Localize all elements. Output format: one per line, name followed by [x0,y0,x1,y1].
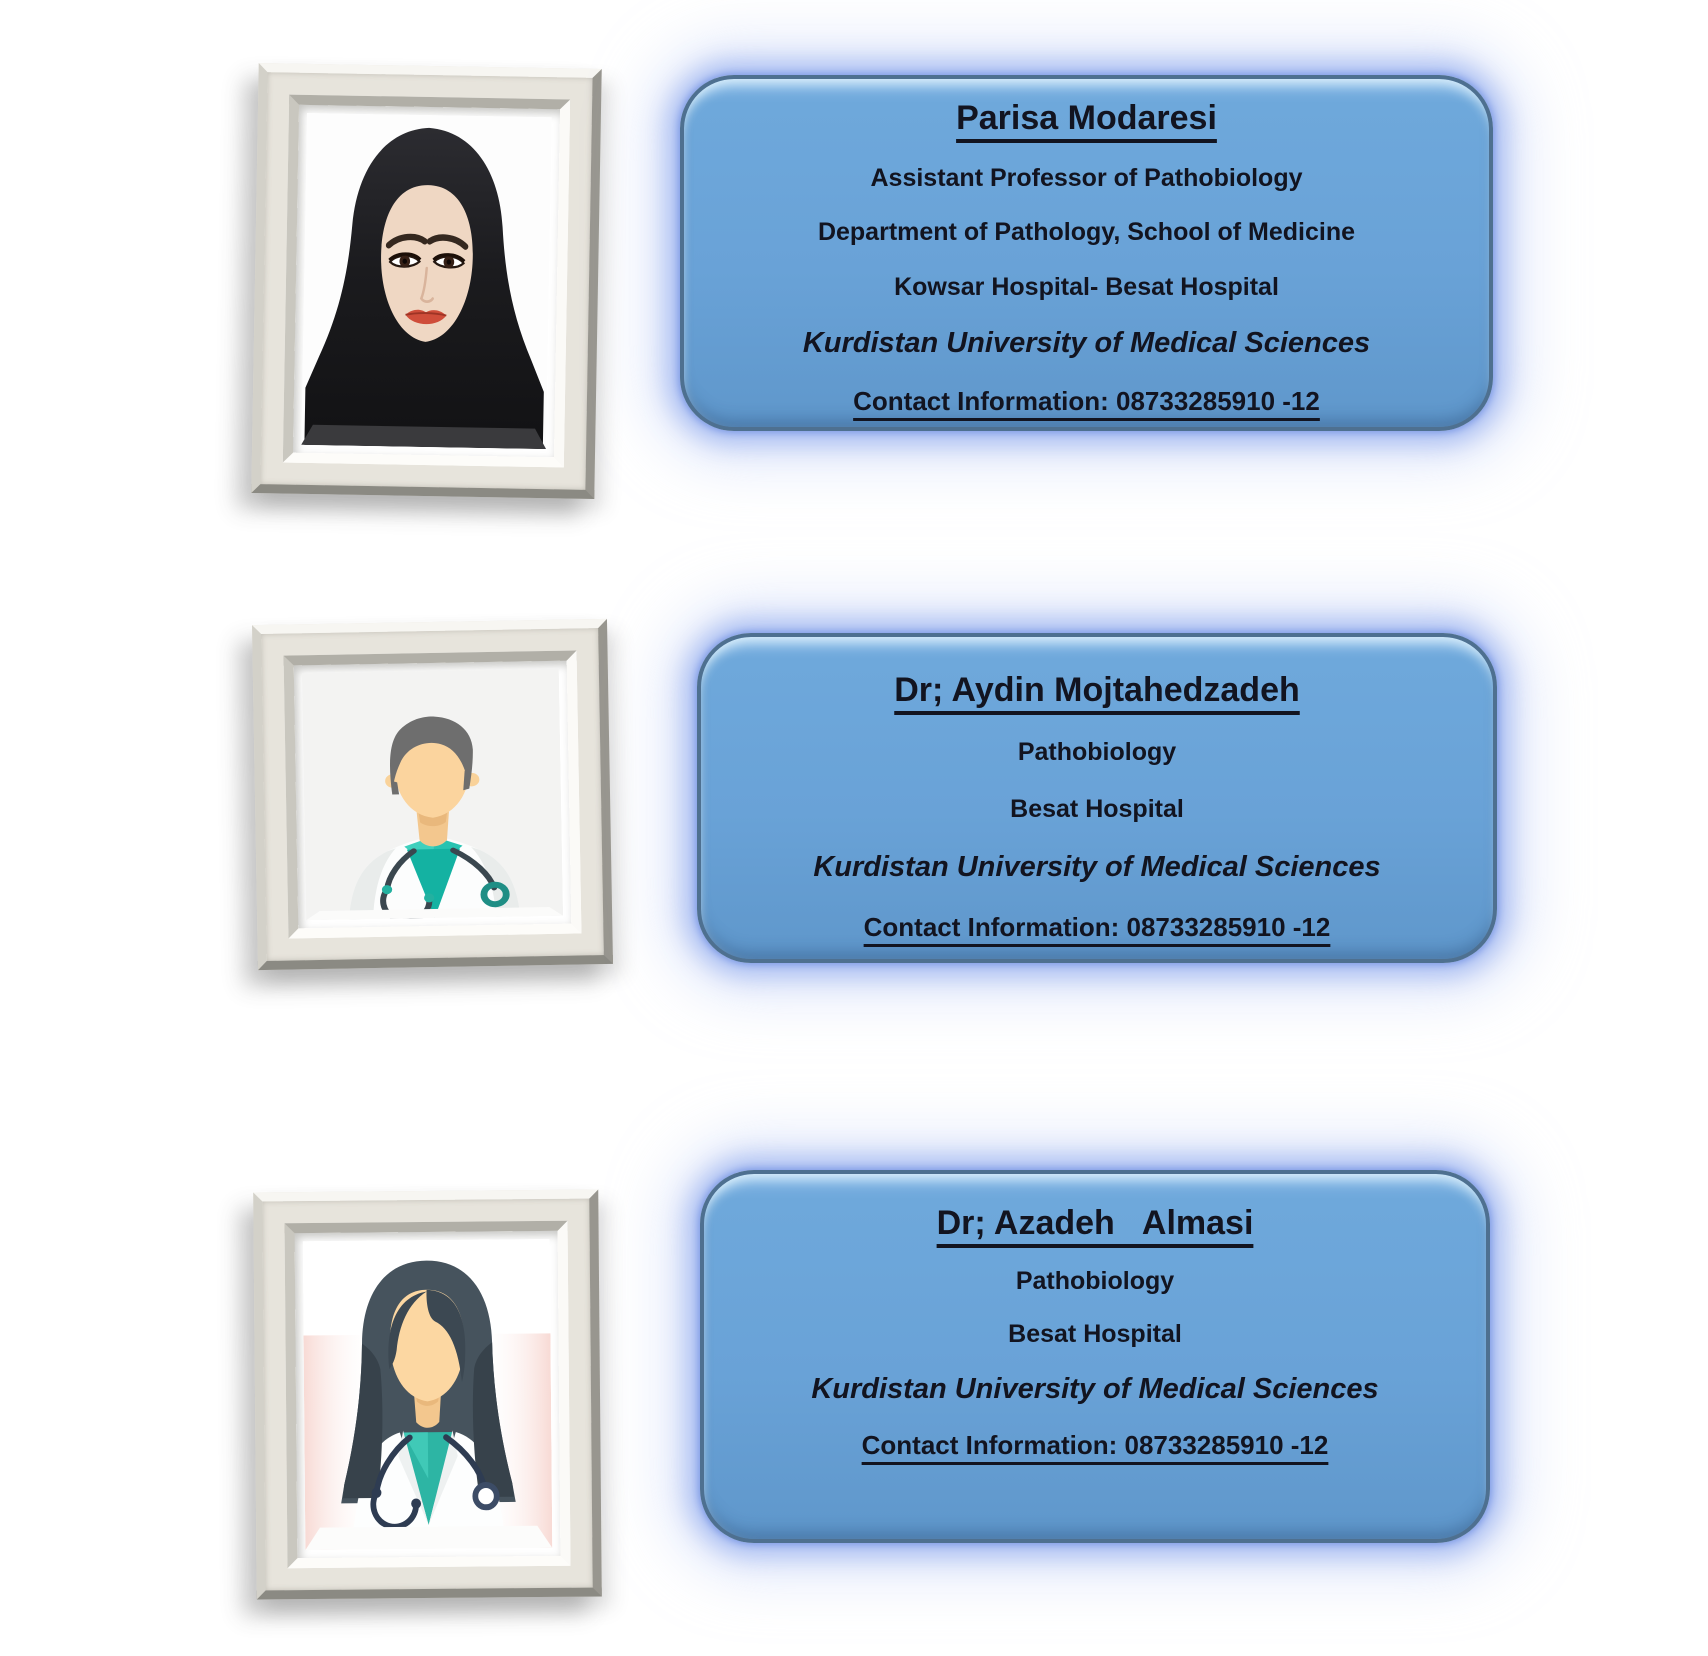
woman-hijab-portrait-photo [301,113,552,449]
male-doctor-avatar [302,669,563,920]
profile-department: Department of Pathology, School of Medicine [817,218,1356,247]
profile-contact: Contact Information: 08733285910 -12 [863,912,1331,942]
profile-name: Dr; Azadeh Almasi [936,1204,1254,1242]
portrait-photo [302,669,563,920]
profile-university: Kurdistan University of Medical Sciences [811,1373,1379,1405]
profile-info-panel [697,633,1497,963]
female-doctor-avatar [303,1239,553,1550]
profile-role: Assistant Professor of Pathobiology [870,163,1303,192]
profile-university: Kurdistan University of Medical Sciences [802,327,1371,360]
portrait-frame [253,1190,602,1600]
profile-contact: Contact Information: 08733285910 -12 [853,385,1320,416]
profile-hospital: Kowsar Hospital- Besat Hospital [894,272,1279,301]
frame-mat [283,95,570,468]
profile-contact: Contact Information: 08733285910 -12 [861,1430,1329,1460]
profile-info-panel [700,1170,1490,1543]
frame-mat [285,1221,571,1568]
portrait-photo [303,1239,553,1550]
profile-university: Kurdistan University of Medical Sciences [813,851,1381,884]
profile-name: Dr; Aydin Mojtahedzadeh [894,671,1300,709]
frame-mat [284,650,582,938]
profile-hospital: Besat Hospital [1010,794,1184,823]
profile-info-panel [680,75,1493,431]
portrait-frame [252,619,613,970]
profile-hospital: Besat Hospital [1008,1320,1182,1348]
profile-specialty: Pathobiology [1015,1267,1175,1295]
profile-specialty: Pathobiology [1017,737,1177,766]
portrait-frame [251,63,601,499]
profile-name: Parisa Modaresi [956,99,1217,137]
portrait-photo [301,113,552,449]
